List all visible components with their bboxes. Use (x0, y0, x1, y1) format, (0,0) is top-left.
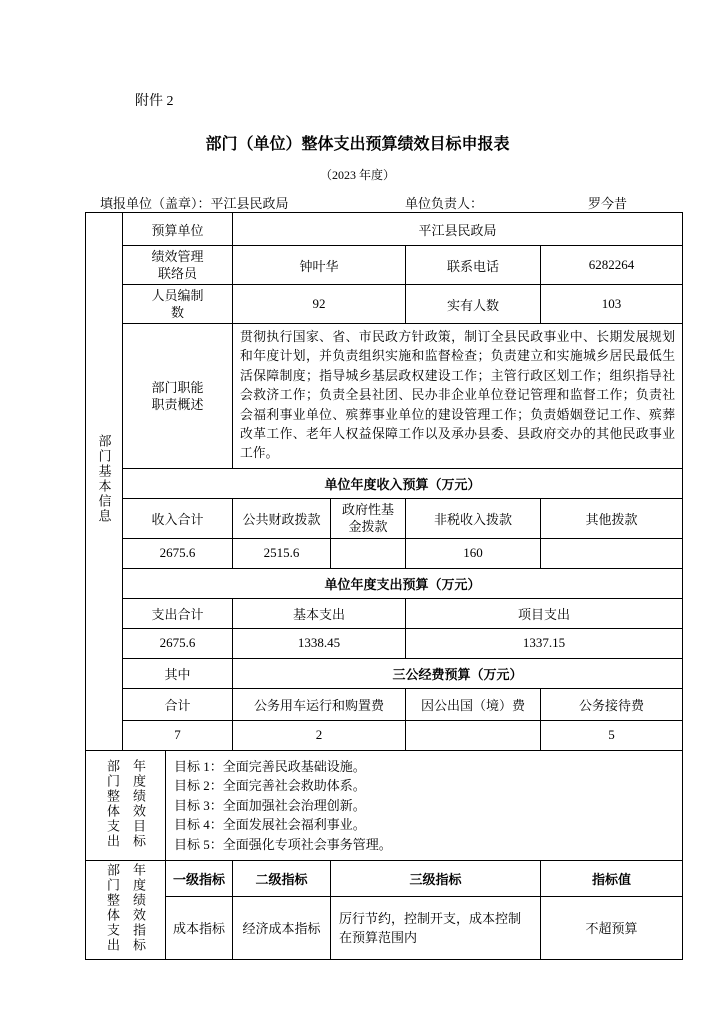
among-label: 其中 (123, 658, 233, 688)
budget-unit-value: 平江县民政局 (233, 213, 683, 246)
three-public-value-vehicle: 2 (233, 720, 406, 750)
three-public-value-reception: 5 (541, 720, 683, 750)
three-public-col-reception: 公务接待费 (541, 688, 683, 720)
section-basic-vertical-label-text: 部门基本信息 (96, 434, 112, 525)
three-public-col-abroad: 因公出国（境）费 (406, 688, 541, 720)
annual-indicators-table (85, 860, 683, 960)
indicator-level3-value: 厉行节约，控制开支，成本控制在预算范围内 (331, 896, 541, 960)
section-indicators-vertical-label-wrap (103, 863, 148, 953)
section-goals-label-left: 部门整体支出 (105, 758, 120, 849)
section-basic-vertical-label (86, 213, 123, 751)
main-table (85, 212, 682, 960)
income-col-other: 其他拨款 (541, 498, 683, 538)
phone-label: 联系电话 (406, 246, 541, 285)
section-indicators-label-left: 部门整体支出 (105, 863, 120, 954)
three-public-value-total: 7 (123, 720, 233, 750)
three-public-col-vehicle: 公务用车运行和购置费 (233, 688, 406, 720)
income-col-nontax: 非税收入拨款 (406, 498, 541, 538)
section-goals-vertical-label-wrap (103, 759, 148, 849)
report-info-line (0, 193, 715, 211)
indicator-level2-value: 经济成本指标 (233, 896, 331, 960)
expense-value-total: 2675.6 (123, 628, 233, 658)
unit-head-label: 单位负责人： (405, 196, 484, 211)
goal-item-5: 目标 5：全面强化专项社会事务管理。 (174, 836, 392, 852)
goal-item-3: 目标 3：全面加强社会治理创新。 (174, 797, 366, 813)
three-public-header: 三公经费预算（万元） (233, 658, 683, 688)
indicator-header-level2: 二级指标 (233, 861, 331, 896)
expense-col-total: 支出合计 (123, 598, 233, 628)
expense-col-basic: 基本支出 (233, 598, 406, 628)
section-indicators-vertical-label (86, 861, 166, 960)
filler-unit-value: 平江县民政局 (210, 196, 289, 211)
section-goals-label-right: 年度绩效目标 (131, 758, 146, 849)
indicator-target-value: 不超预算 (541, 896, 683, 960)
duties-label: 部门职能职责概述 (123, 324, 233, 469)
section-goals-vertical-label (86, 750, 166, 861)
duties-text: 贯彻执行国家、省、市民政方针政策，制订全县民政事业中、长期发展规划和年度计划，并负责组织实施和监督检查；负责建立和实施城乡居民最低生活保障制度；指导城乡基层政权建设工作；主管行政区划工作；组织指导社会救济工作；负责全县社团、民办非企业单位登记管理和监督工作；负责社会福利事业单位、殡葬事业单位的建设管理工作；负责婚姻登记工作、殡葬改革工作、老年人权益保障工作以及承办县委、县政府交办的其他民政事业工作。 (233, 324, 683, 469)
goal-item-4: 目标 4：全面发展社会福利事业。 (174, 817, 366, 833)
page-title: 部门（单位）整体支出预算绩效目标申报表 (205, 136, 510, 153)
filler-unit-label: 填报单位（盖章）： (100, 196, 211, 211)
liaison-name: 钟叶华 (233, 246, 406, 285)
goal-item-2: 目标 2：全面完善社会救助体系。 (174, 778, 366, 794)
basic-info-table (85, 212, 683, 751)
indicator-level1-value: 成本指标 (166, 896, 233, 960)
page-subtitle: （2023 年度） (319, 168, 395, 182)
goal-item-1: 目标 1：全面完善民政基础设施。 (174, 758, 366, 774)
income-col-total: 收入合计 (123, 498, 233, 538)
section-indicators-label-right: 年度绩效指标 (131, 863, 146, 954)
income-value-total: 2675.6 (123, 538, 233, 568)
three-public-col-total: 合计 (123, 688, 233, 720)
three-public-value-abroad (406, 720, 541, 750)
liaison-label: 绩效管理联络员 (123, 246, 233, 285)
attachment-label: 附件 2 (135, 94, 174, 109)
expense-value-basic: 1338.45 (233, 628, 406, 658)
expense-budget-header: 单位年度支出预算（万元） (123, 568, 683, 598)
actual-staff-label: 实有人数 (406, 285, 541, 324)
expense-col-project: 项目支出 (406, 598, 683, 628)
annual-goals-table (85, 750, 683, 862)
income-value-other (541, 538, 683, 568)
expense-value-project: 1337.15 (406, 628, 683, 658)
actual-staff-value: 103 (541, 285, 683, 324)
income-value-nontax: 160 (406, 538, 541, 568)
phone-value: 6282264 (541, 246, 683, 285)
indicator-header-level3: 三级指标 (331, 861, 541, 896)
budget-unit-label: 预算单位 (123, 213, 233, 246)
filler-unit (100, 193, 289, 212)
income-value-gov-fund (331, 538, 406, 568)
staffing-label: 人员编制数 (123, 285, 233, 324)
staffing-value: 92 (233, 285, 406, 324)
income-value-public-finance: 2515.6 (233, 538, 331, 568)
income-col-gov-fund: 政府性基金拨款 (331, 498, 406, 538)
indicator-header-value: 指标值 (541, 861, 683, 896)
indicator-header-level1: 一级指标 (166, 861, 233, 896)
unit-head-name: 罗今昔 (588, 196, 628, 211)
goals-list (166, 750, 683, 861)
income-col-public-finance: 公共财政拨款 (233, 498, 331, 538)
income-budget-header: 单位年度收入预算（万元） (123, 468, 683, 498)
